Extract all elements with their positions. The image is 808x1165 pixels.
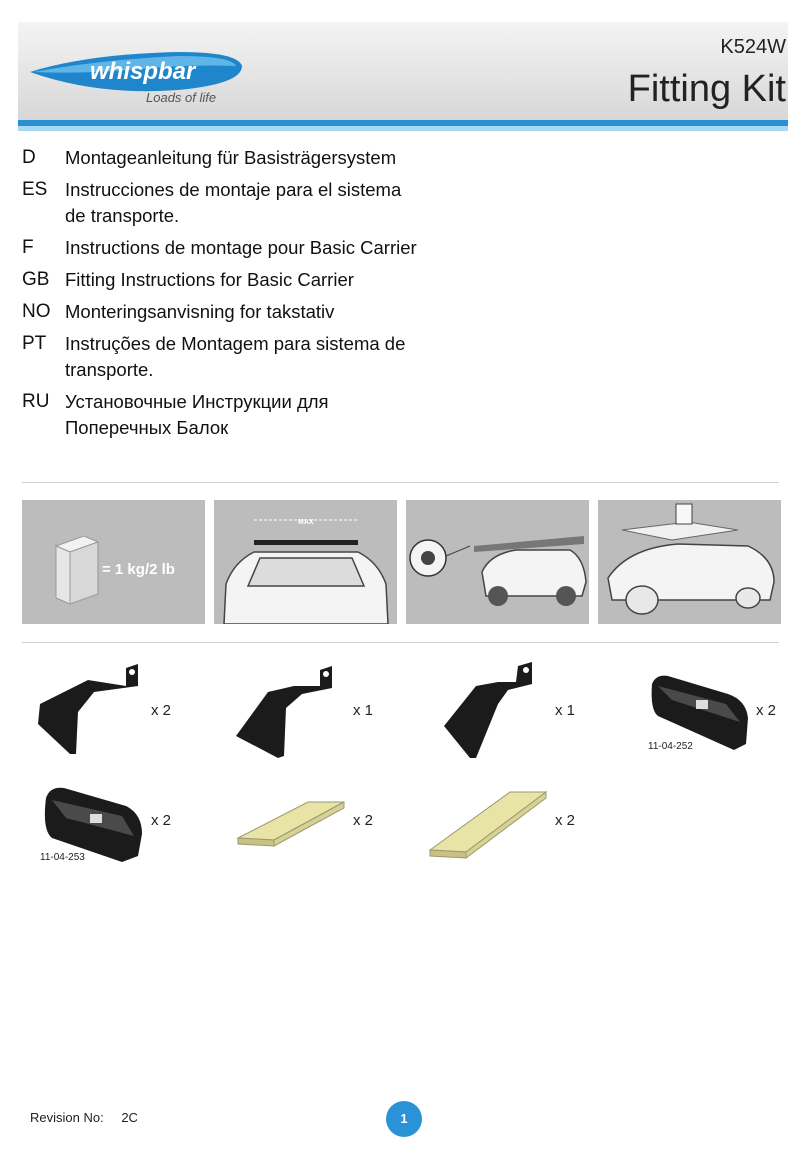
language-entry — [22, 267, 422, 293]
language-code: NO — [22, 301, 51, 322]
rubber-pad-icon — [426, 786, 550, 860]
page-number: 1 — [386, 1101, 422, 1137]
language-code: ES — [22, 179, 48, 200]
model-number: K524W — [720, 36, 786, 58]
language-text: Monteringsanvisning for takstativ — [65, 301, 335, 322]
revision-label: Revision No: — [30, 1110, 104, 1125]
language-text: Instruções de Montagem para sistema de transporte. — [65, 333, 406, 380]
language-entry — [22, 299, 422, 325]
language-text: Instrucciones de montaje para el sistema de transporte. — [65, 179, 402, 226]
language-text: Instructions de montage pour Basic Carrier — [65, 237, 417, 258]
page-title: Fitting Kit — [627, 68, 786, 110]
revision-info — [30, 1110, 138, 1125]
header-stripe-light — [18, 126, 788, 131]
strap-panel — [406, 500, 589, 624]
part-quantity: x 2 — [353, 812, 374, 829]
max-label: MAX — [298, 519, 314, 526]
divider — [22, 642, 779, 643]
max-width-panel — [214, 500, 397, 624]
part-quantity: x 2 — [555, 812, 576, 829]
part-quantity: x 1 — [353, 702, 374, 719]
bracket-icon — [34, 662, 144, 756]
language-text: Установочные Инструкции для Поперечных Балок — [65, 391, 329, 438]
language-entry — [22, 331, 422, 383]
part-number: 11-04-252 — [648, 741, 693, 752]
divider — [22, 482, 779, 483]
car-load-icon — [598, 500, 781, 624]
language-text: Fitting Instructions for Basic Carrier — [65, 269, 354, 290]
language-entry — [22, 389, 422, 441]
rubber-pad-icon — [234, 796, 348, 852]
language-code: RU — [22, 391, 50, 412]
language-code: F — [22, 237, 34, 258]
bracket-icon — [440, 660, 550, 760]
brand-name: whispbar — [90, 58, 196, 85]
brand-tagline: Loads of life — [146, 90, 217, 105]
weight-limit-label: = 1 kg/2 lb — [102, 561, 175, 578]
part-quantity: x 2 — [151, 702, 172, 719]
bracket-icon — [232, 664, 342, 758]
part-quantity: x 1 — [555, 702, 576, 719]
part-quantity: x 2 — [756, 702, 777, 719]
part-quantity: x 2 — [151, 812, 172, 829]
revision-value: 2C — [121, 1110, 138, 1125]
language-entry — [22, 145, 422, 171]
car-strap-icon — [406, 500, 589, 624]
whispbar-logo-icon — [28, 46, 248, 116]
language-text: Montageanleitung für Basisträgersystem — [65, 147, 397, 168]
language-list — [22, 145, 422, 447]
language-entry — [22, 177, 422, 229]
weight-box-icon — [22, 500, 205, 624]
load-panel — [598, 500, 781, 624]
language-code: PT — [22, 333, 47, 354]
language-code: D — [22, 147, 36, 168]
weight-limit-panel — [22, 500, 205, 624]
foot-pad-icon — [648, 670, 752, 752]
part-number: 11-04-253 — [40, 852, 85, 863]
language-entry — [22, 235, 422, 261]
car-front-icon — [214, 500, 397, 624]
language-code: GB — [22, 269, 50, 290]
